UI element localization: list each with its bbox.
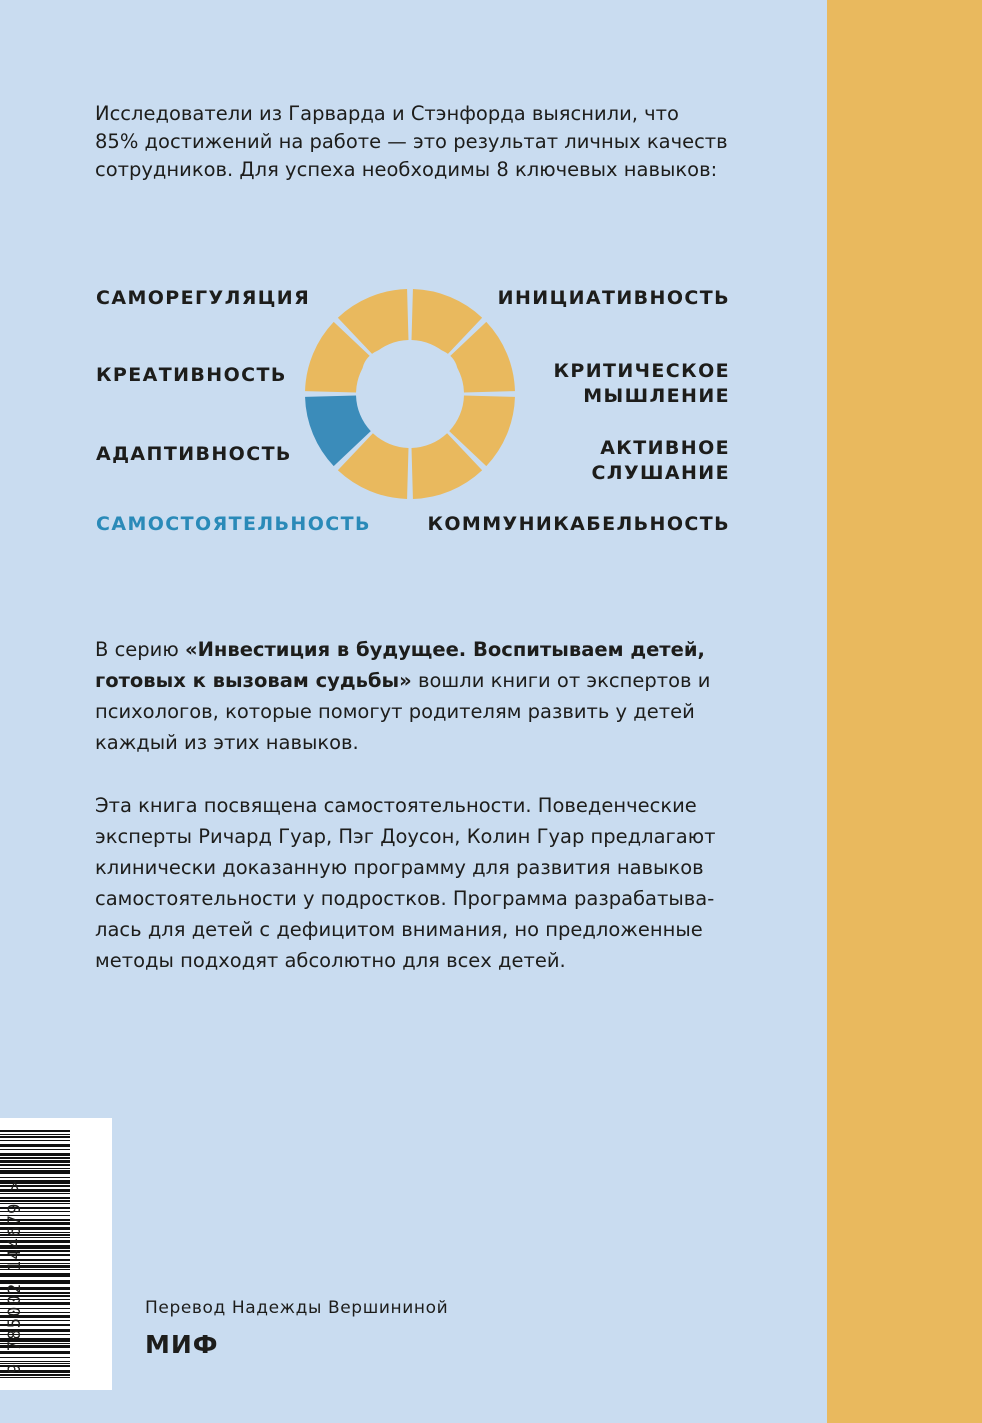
intro-text: Исследователи из Гарварда и Стэнфорда выяснили, что 85% достижений на работе — это результат личных качеств сотрудников. Для успеха необходимы 8 ключевых навыков: (95, 102, 728, 181)
book-description: Эта книга посвящена самостоятельности. Поведенческие эксперты Ричард Гуар, Пэг Доусон, Колин Гуар предлагают клинически доказанную программу для развития навыков самостоятельности у подростков. Программа разрабатывалась для детей с дефицитом внимания, но предложенные методы подходят абсолютно для всех детей. (95, 794, 716, 972)
heart-icon (362, 348, 458, 430)
series-suffix: вошли книги от экспертов и психологов, которые помогут родителям развить у детей каждый из этих навыков. (95, 669, 711, 754)
skill-critical-thinking: КРИТИЧЕСКОЕ МЫШЛЕНИЕ (553, 360, 730, 407)
skill-communication: КОММУНИКАБЕЛЬНОСТЬ (427, 513, 730, 535)
skills-wheel (300, 284, 520, 504)
isbn-number: 9 785002 144679 > (5, 1179, 25, 1374)
skill-creativity: КРЕАТИВНОСТЬ (96, 364, 287, 386)
isbn-barcode (0, 1118, 112, 1390)
translator-credit: Перевод Надежды Вершининой (145, 1298, 449, 1318)
skill-active-listening: АКТИВНОЕ СЛУШАНИЕ (591, 437, 730, 484)
skill-initiative: ИНИЦИАТИВНОСТЬ (497, 287, 730, 309)
skill-adaptivity: АДАПТИВНОСТЬ (96, 443, 292, 465)
skill-self-regulation: САМОРЕГУЛЯЦИЯ (96, 287, 311, 309)
series-prefix: В серию (95, 638, 185, 661)
spine-color-band (827, 0, 982, 1423)
series-title: «Инвестиция в будущее. Воспитываем детей, готовых к вызовам судьбы» (95, 638, 705, 692)
series-paragraph (95, 634, 735, 758)
isbn-digits (0, 1118, 30, 1378)
skill-independence: САМОСТОЯТЕЛЬНОСТЬ (96, 513, 371, 535)
publisher-logo: МИФ (145, 1330, 219, 1359)
